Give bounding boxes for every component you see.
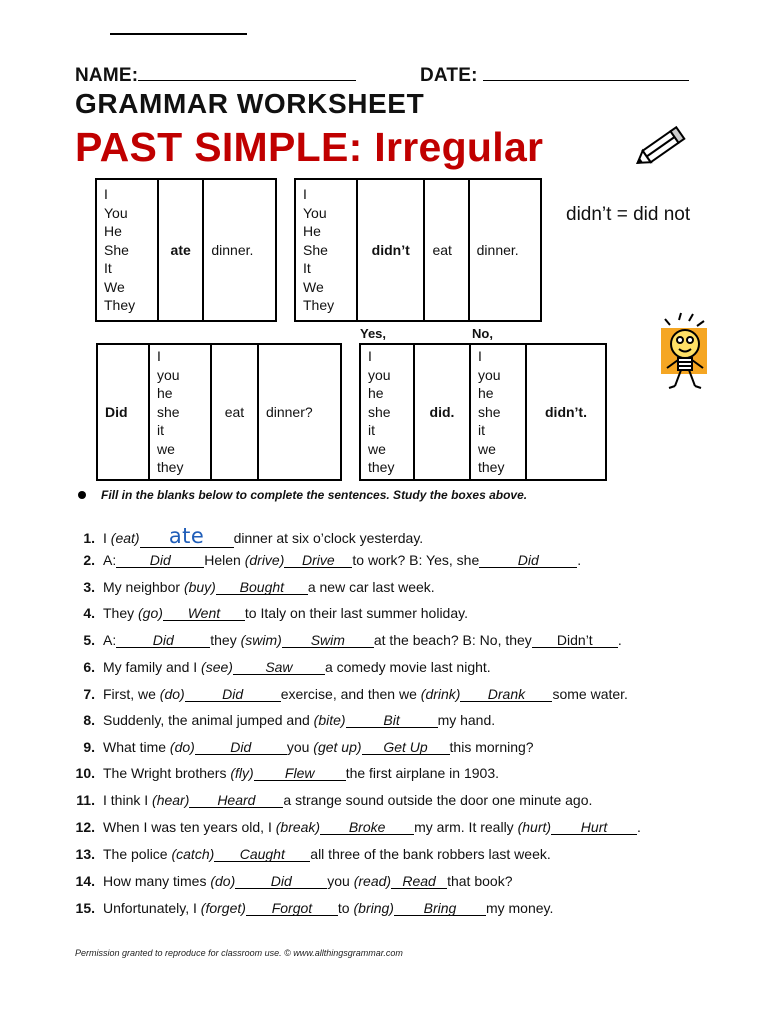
- object-cell: dinner.: [203, 179, 276, 321]
- answer-blank[interactable]: Drive: [284, 553, 352, 568]
- sentence-text: The police: [103, 846, 172, 862]
- instructions: [78, 488, 527, 502]
- item-number: 3.: [83, 579, 95, 595]
- pencil-icon: [632, 122, 692, 177]
- verb-hint: (do): [210, 873, 236, 889]
- answer-blank[interactable]: Get Up: [362, 740, 450, 755]
- answer-blank[interactable]: Didn’t: [532, 633, 618, 648]
- verb-hint: (buy): [183, 579, 216, 595]
- verb-hint: (swim): [240, 632, 282, 648]
- sentence-text: They: [103, 605, 139, 621]
- exercise-3: [73, 579, 753, 599]
- answer-blank[interactable]: Did: [195, 740, 287, 755]
- aux-cell: Did: [97, 344, 149, 480]
- sentence-text: the first airplane in 1903.: [345, 765, 500, 781]
- sentence-text: this morning?: [449, 739, 534, 755]
- answer-blank[interactable]: Did: [235, 874, 327, 889]
- sentence-text: a strange sound outside the door one minute ago.: [283, 792, 593, 808]
- date-label: DATE:: [420, 65, 478, 86]
- didnt-note: didn’t = did not: [566, 204, 691, 225]
- sentence-text: some water.: [552, 686, 628, 702]
- sentence-text: a comedy movie last night.: [324, 659, 491, 675]
- verb-hint: (read): [353, 873, 392, 889]
- sentence-text: I: [103, 530, 111, 546]
- verb-hint: (drink): [420, 686, 461, 702]
- item-number: 14.: [75, 873, 95, 889]
- name-field[interactable]: [75, 64, 356, 87]
- item-number: 2.: [83, 552, 95, 568]
- sentence-text: that book?: [447, 873, 513, 889]
- sentence-text: they: [210, 632, 241, 648]
- footer-permission: Permission granted to reproduce for classroom use. © www.allthingsgrammar.com: [75, 948, 403, 958]
- answer-blank[interactable]: Bought: [216, 580, 308, 595]
- verb-cell: eat: [424, 179, 468, 321]
- answer-blank[interactable]: Swim: [282, 633, 374, 648]
- sentence-text: my money.: [485, 900, 554, 916]
- lightbulb-character-icon: [655, 312, 715, 407]
- sentence-text: A:: [103, 552, 117, 568]
- sentence-text: to: [337, 900, 354, 916]
- page-title: PAST SIMPLE: Irregular: [75, 124, 544, 170]
- top-rule: [110, 33, 247, 35]
- sentence-text: at the beach? B: No, they: [373, 632, 532, 648]
- verb-cell: ate: [158, 179, 203, 321]
- answer-blank[interactable]: Saw: [233, 660, 325, 675]
- verb-hint: (do): [169, 739, 195, 755]
- sentence-text: What time: [103, 739, 170, 755]
- sentence-text: My family and I: [103, 659, 202, 675]
- verb-hint: (go): [138, 605, 163, 621]
- verb-hint: (break): [275, 819, 321, 835]
- answer-blank[interactable]: Did: [479, 553, 577, 568]
- sentence-text: a new car last week.: [307, 579, 435, 595]
- question-table: [96, 343, 342, 481]
- worksheet-title: GRAMMAR WORKSHEET: [75, 88, 425, 119]
- item-number: 8.: [83, 712, 95, 728]
- sentence-text: My neighbor: [103, 579, 184, 595]
- exercise-4: [73, 605, 753, 625]
- negative-table: [294, 178, 542, 322]
- no-aux-cell: didn’t.: [526, 344, 606, 480]
- exercise-15: [73, 900, 753, 920]
- object-cell: dinner.: [469, 179, 541, 321]
- answer-blank[interactable]: ate: [140, 525, 234, 548]
- exercise-10: [73, 765, 753, 785]
- answer-blank[interactable]: Caught: [214, 847, 310, 862]
- exercise-9: [73, 739, 753, 759]
- item-number: 4.: [83, 605, 95, 621]
- verb-hint: (do): [159, 686, 185, 702]
- yes-label: Yes,: [360, 326, 387, 341]
- sentence-text: A:: [103, 632, 117, 648]
- yes-subject-list: I you he she it we they: [360, 344, 414, 480]
- answer-blank[interactable]: Did: [116, 633, 210, 648]
- verb-hint: (see): [201, 659, 233, 675]
- yes-aux-cell: did.: [414, 344, 470, 480]
- sentence-text: Suddenly, the animal jumped and: [103, 712, 314, 728]
- sentence-text: exercise, and then we: [280, 686, 421, 702]
- answer-blank[interactable]: Did: [185, 687, 281, 702]
- sentence-text: First, we: [103, 686, 160, 702]
- answer-blank[interactable]: Drank: [460, 687, 552, 702]
- object-cell: dinner?: [258, 344, 341, 480]
- subject-list: I you he she it we they: [149, 344, 211, 480]
- sentence-text: my hand.: [437, 712, 496, 728]
- sentence-text: to Italy on their last summer holiday.: [244, 605, 468, 621]
- answer-blank[interactable]: Hurt: [551, 820, 637, 835]
- answer-blank[interactable]: Broke: [320, 820, 414, 835]
- verb-hint: (hear): [152, 792, 190, 808]
- verb-hint: (drive): [244, 552, 285, 568]
- date-blank[interactable]: [483, 64, 689, 81]
- sentence-text: Unfortunately, I: [103, 900, 201, 916]
- sentence-text: all three of the bank robbers last week.: [310, 846, 551, 862]
- verb-hint: (eat): [110, 530, 140, 546]
- no-label: No,: [472, 326, 493, 341]
- item-number: 6.: [83, 659, 95, 675]
- aux-cell: didn’t: [357, 179, 424, 321]
- answer-blank[interactable]: Did: [116, 553, 204, 568]
- exercise-13: [73, 846, 753, 866]
- verb-hint: (hurt): [517, 819, 552, 835]
- instructions-text: Fill in the blanks below to complete the sentences. Study the boxes above.: [101, 488, 528, 502]
- exercise-11: [73, 792, 753, 812]
- name-label: NAME:: [75, 65, 139, 86]
- verb-hint: (bite): [313, 712, 346, 728]
- sentence-text: Helen: [204, 552, 245, 568]
- exercise-2: [73, 552, 753, 572]
- subject-list: I You He She It We They: [96, 179, 158, 321]
- verb-hint: (catch): [171, 846, 215, 862]
- sentence-text: dinner at six o’clock yesterday.: [233, 530, 424, 546]
- exercise-8: [73, 712, 753, 732]
- answer-blank[interactable]: Read: [391, 874, 447, 889]
- sentence-text: The Wright brothers: [103, 765, 231, 781]
- verb-hint: (bring): [353, 900, 394, 916]
- verb-hint: (get up): [313, 739, 362, 755]
- exercise-6: [73, 659, 753, 679]
- sentence-text: you: [286, 739, 314, 755]
- sentence-text: my arm. It really: [414, 819, 518, 835]
- name-blank[interactable]: [138, 64, 356, 81]
- answer-blank[interactable]: Bit: [346, 713, 438, 728]
- exercise-1: [73, 524, 753, 548]
- answer-blank[interactable]: Went: [163, 606, 245, 621]
- answer-blank[interactable]: Flew: [254, 766, 346, 781]
- bullet-icon: [78, 491, 86, 499]
- item-number: 12.: [75, 819, 95, 835]
- item-number: 15.: [75, 900, 95, 916]
- item-number: 10.: [75, 765, 95, 781]
- answer-blank[interactable]: Forgot: [246, 901, 338, 916]
- sentence-text: I think I: [103, 792, 153, 808]
- verb-hint: (forget): [200, 900, 246, 916]
- short-answer-table: [359, 343, 607, 481]
- sentence-text: .: [637, 819, 641, 835]
- answer-blank[interactable]: Bring: [394, 901, 486, 916]
- answer-blank[interactable]: Heard: [189, 793, 283, 808]
- no-subject-list: I you he she it we they: [470, 344, 526, 480]
- item-number: 9.: [83, 739, 95, 755]
- subject-list: I You He She It We They: [295, 179, 357, 321]
- item-number: 1.: [83, 530, 95, 546]
- exercise-5: [73, 632, 753, 652]
- sentence-text: you: [327, 873, 354, 889]
- sentence-text: When I was ten years old, I: [103, 819, 276, 835]
- sentence-text: to work? B: Yes, she: [352, 552, 480, 568]
- item-number: 13.: [75, 846, 95, 862]
- sentence-text: .: [577, 552, 582, 568]
- exercise-7: [73, 686, 753, 706]
- item-number: 11.: [76, 792, 95, 808]
- sentence-text: How many times: [103, 873, 211, 889]
- item-number: 7.: [83, 686, 95, 702]
- date-field[interactable]: [420, 64, 689, 87]
- exercise-12: [73, 819, 753, 839]
- sentence-text: .: [617, 632, 622, 648]
- item-number: 5.: [83, 632, 95, 648]
- exercise-14: [73, 873, 753, 893]
- affirmative-table: [95, 178, 277, 322]
- verb-hint: (fly): [230, 765, 254, 781]
- verb-cell: eat: [211, 344, 258, 480]
